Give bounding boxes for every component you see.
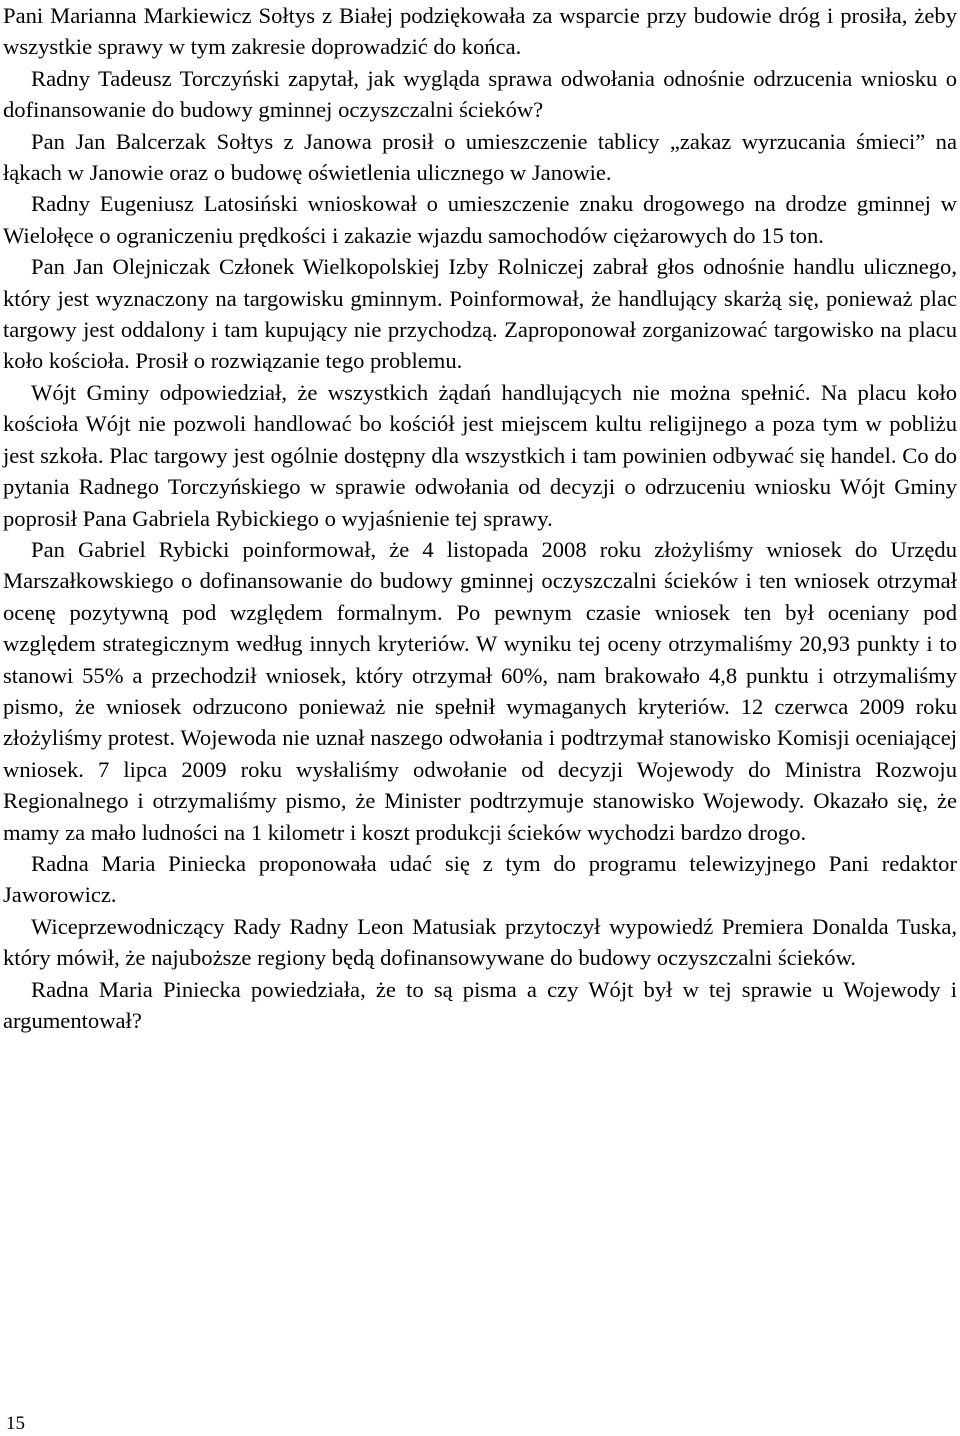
paragraph-torczynski: Radny Tadeusz Torczyński zapytał, jak wygląda sprawa odwołania odnośnie odrzucenia wniosku o dofinansowanie do budowy gminnej oczyszczalni ścieków? xyxy=(3,65,957,123)
paragraph-balcerzak: Pan Jan Balcerzak Sołtys z Janowa prosił o umieszczenie tablicy „zakaz wyrzucania śmieci” na łąkach w Janowie oraz o budowę oświetlenia ulicznego w Janowie. xyxy=(3,128,957,186)
paragraph-latosinski: Radny Eugeniusz Latosiński wnioskował o umieszczenie znaku drogowego na drodze gminnej w Wielołęce o ograniczeniu prędkości i zakazie wjazdu samochodów ciężarowych do 15 ton. xyxy=(3,191,957,248)
paragraph-matusiak: Wiceprzewodniczący Rady Radny Leon Matusiak przytoczył wypowiedź Premiera Donalda Tuska, który mówił, że najuboższe regiony będą dofinansowywane do budowy oczyszczalni ścieków. xyxy=(3,913,957,971)
paragraph-piniecka-question: Radna Maria Piniecka powiedziała, że to są pisma a czy Wójt był w tej sprawie u Wojewody i argumentował? xyxy=(3,976,957,1033)
paragraph-wojt-response: Wójt Gminy odpowiedział, że wszystkich żądań handlujących nie można spełnić. Na placu koło kościoła Wójt nie pozwoli handlować bo kościół jest miejscem kultu religijnego a poza tym w pobliżu jest szkoła. Plac targowy jest ogólnie dostępny dla wszystkich i tam powinien odbywać się handel. Co do pytania Radnego Torczyńskiego w sprawie odwołania od decyzji o odrzuceniu wniosku Wójt Gminy poprosił Pana Gabriela Rybickiego o wyjaśnienie tej sprawy. xyxy=(3,379,957,531)
paragraph-piniecka-proposal: Radna Maria Piniecka proponowała udać się z tym do programu telewizyjnego Pani redaktor Jaworowicz. xyxy=(3,850,957,908)
document-page xyxy=(3,0,957,1036)
paragraph-olejniczak: Pan Jan Olejniczak Członek Wielkopolskiej Izby Rolniczej zabrał głos odnośnie handlu ulicznego, który jest wyznaczony na targowisku gminnym. Poinformował, że handlujący skarżą się, ponieważ plac targowy jest oddalony i tam kupujący nie przychodzą. Zaproponował zorganizować targowisko na placu koło kościoła. Prosił o rozwiązanie tego problemu. xyxy=(3,254,957,374)
page-number: 15 xyxy=(6,1413,25,1434)
paragraph-markiewicz: Pani Marianna Markiewicz Sołtys z Białej podziękowała za wsparcie przy budowie dróg i prosiła, żeby wszystkie sprawy w tym zakresie doprowadzić do końca. xyxy=(3,3,957,60)
paragraph-rybicki: Pan Gabriel Rybicki poinformował, że 4 listopada 2008 roku złożyliśmy wniosek do Urzędu Marszałkowskiego o dofinansowanie do budowy gminnej oczyszczalni ścieków i ten wniosek otrzymał ocenę pozytywną pod względem formalnym. Po pewnym czasie wniosek ten był oceniany pod względem strategicznym według innych kryteriów. W wyniku tej oceny otrzymaliśmy 20,93 punkty i to stanowi 55% a przechodził wniosek, który otrzymał 60%, nam brakowało 4,8 punktu i otrzymaliśmy pismo, że wniosek odrzucono ponieważ nie spełnił wymaganych kryteriów. 12 czerwca 2009 roku złożyliśmy protest. Wojewoda nie uznał naszego odwołania i podtrzymał stanowisko Komisji oceniającej wniosek. 7 lipca 2009 roku wysłaliśmy odwołanie od decyzji Wojewody do Ministra Rozwoju Regionalnego i otrzymaliśmy pismo, że Minister podtrzymuje stanowisko Wojewody. Okazało się, że mamy za mało ludności na 1 kilometr i koszt produkcji ścieków wychodzi bardzo drogo. xyxy=(3,536,957,845)
